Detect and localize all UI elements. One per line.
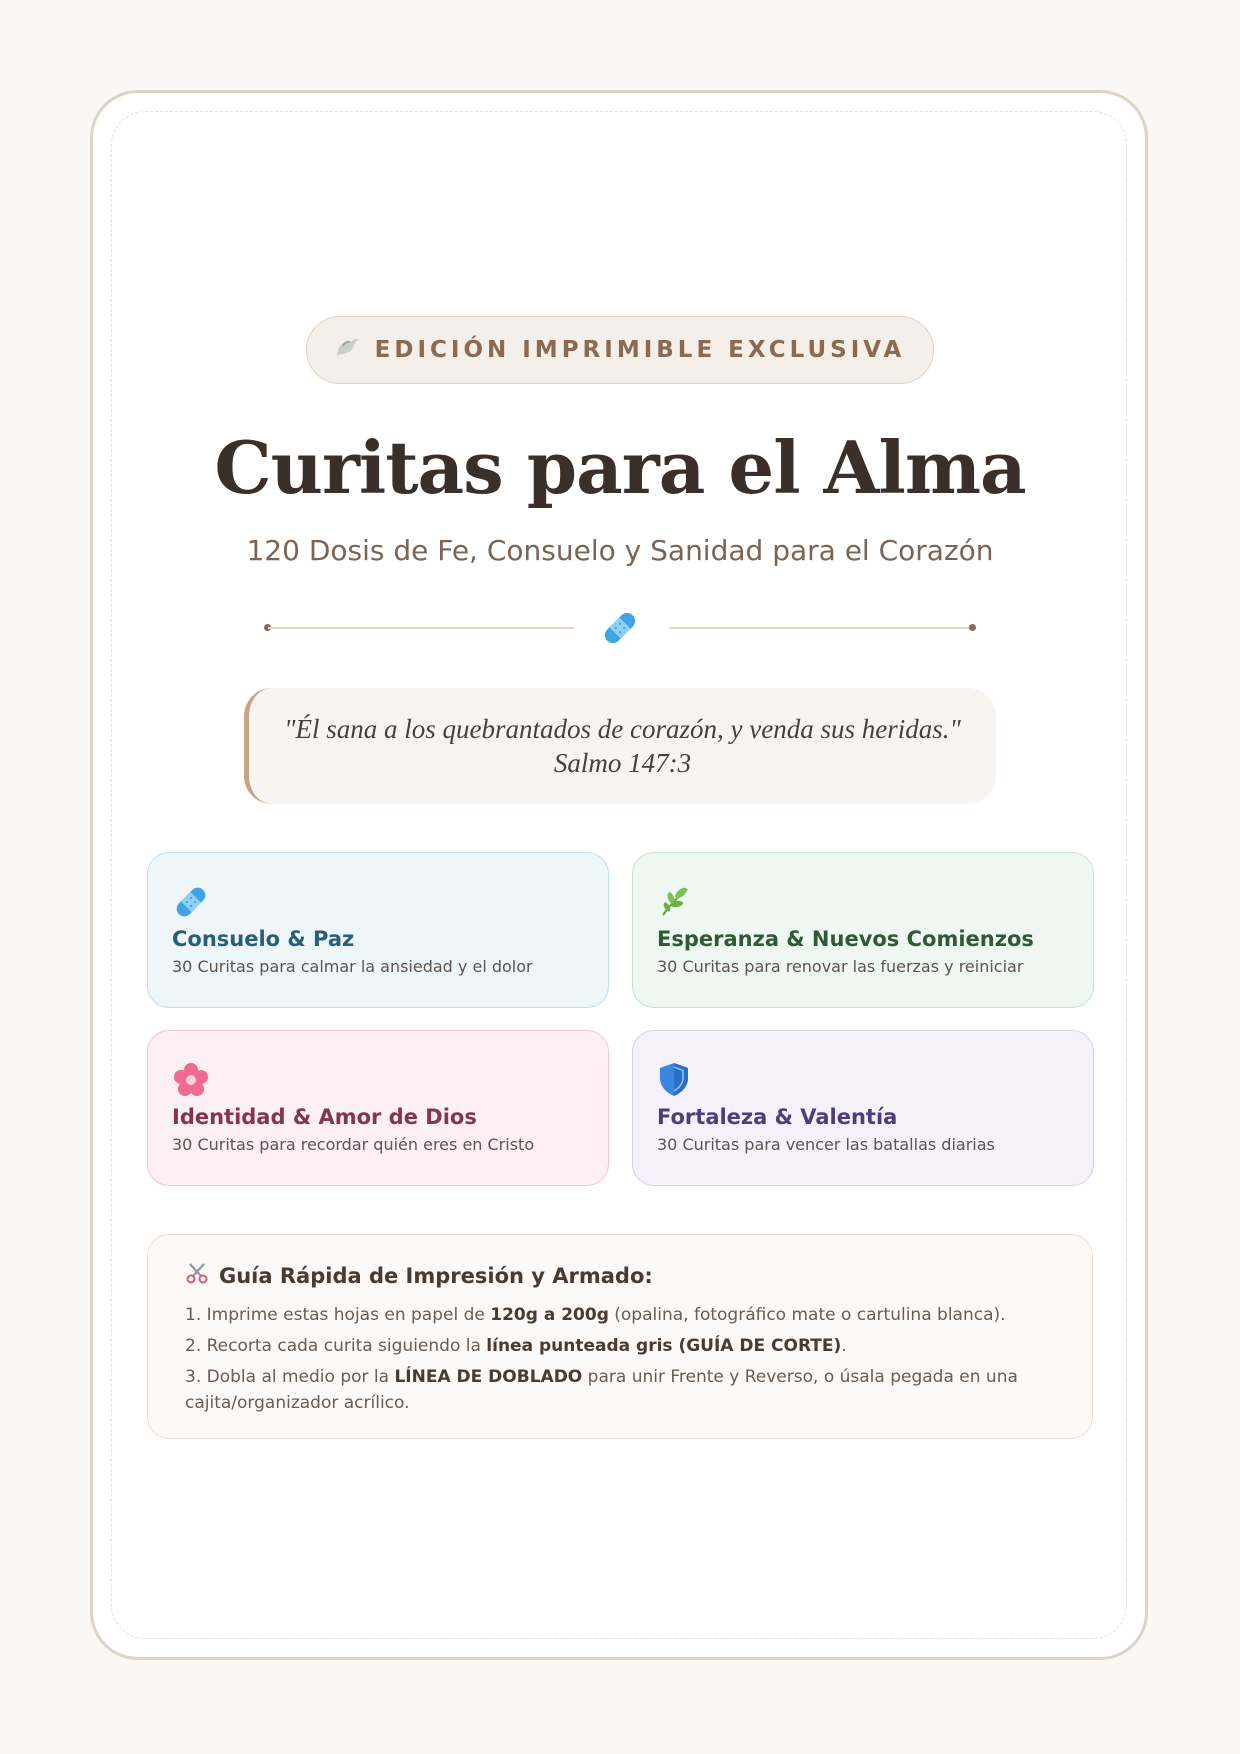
category-card-consuelo <box>147 852 609 1008</box>
category-card-identidad <box>147 1030 609 1186</box>
bandage-icon <box>600 608 640 653</box>
quote-reference: Salmo 147:3 <box>553 748 692 778</box>
quote-text: "Él sana a los quebrantados de corazón, y venda sus heridas." <box>284 714 961 744</box>
page-title: Curitas para el Alma <box>214 425 1026 510</box>
card-description: 30 Curitas para renovar las fuerzas y reiniciar <box>657 957 1024 976</box>
page-subtitle: 120 Dosis de Fe, Consuelo y Sanidad para el Corazón <box>246 534 994 567</box>
guide-header <box>185 1261 1056 1290</box>
divider-line <box>669 627 971 629</box>
guide-step: 1. Imprime estas hojas en papel de 120g a 200g (opalina, fotográfico mate o cartulina blanca). <box>185 1305 1006 1325</box>
guide-step: 2. Recorta cada curita siguiendo la línea punteada gris (GUÍA DE CORTE). <box>185 1336 847 1356</box>
category-card-esperanza <box>632 852 1094 1008</box>
card-description: 30 Curitas para vencer las batallas diarias <box>657 1135 995 1154</box>
guide-steps <box>185 1302 1056 1416</box>
guide-title: Guía Rápida de Impresión y Armado: <box>219 1263 653 1288</box>
card-description: 30 Curitas para calmar la ansiedad y el dolor <box>172 957 533 976</box>
badge-text: EDICIÓN IMPRIMIBLE EXCLUSIVA <box>374 337 906 363</box>
bandage-icon <box>172 883 584 919</box>
edition-badge <box>306 316 934 384</box>
print-guide <box>147 1234 1093 1439</box>
card-description: 30 Curitas para recordar quién eres en Cristo <box>172 1135 535 1154</box>
divider-dot <box>969 624 976 631</box>
category-card-fortaleza <box>632 1030 1094 1186</box>
card-title: Identidad & Amor de Dios <box>172 1105 477 1129</box>
decorative-divider <box>264 600 976 656</box>
card-title: Esperanza & Nuevos Comienzos <box>657 927 1034 951</box>
bible-quote <box>244 688 996 804</box>
divider-line <box>268 627 574 629</box>
dove-icon <box>335 336 361 364</box>
card-title: Fortaleza & Valentía <box>657 1105 898 1129</box>
scissors-icon <box>185 1261 209 1290</box>
guide-step: 3. Dobla al medio por la LÍNEA DE DOBLADO para unir Frente y Reverso, o úsala pegada en una cajita/organizador acrílico. <box>185 1367 1018 1413</box>
card-title: Consuelo & Paz <box>172 927 355 951</box>
shield-icon <box>657 1061 1069 1097</box>
flower-icon <box>172 1061 584 1097</box>
herb-icon <box>657 883 1069 919</box>
